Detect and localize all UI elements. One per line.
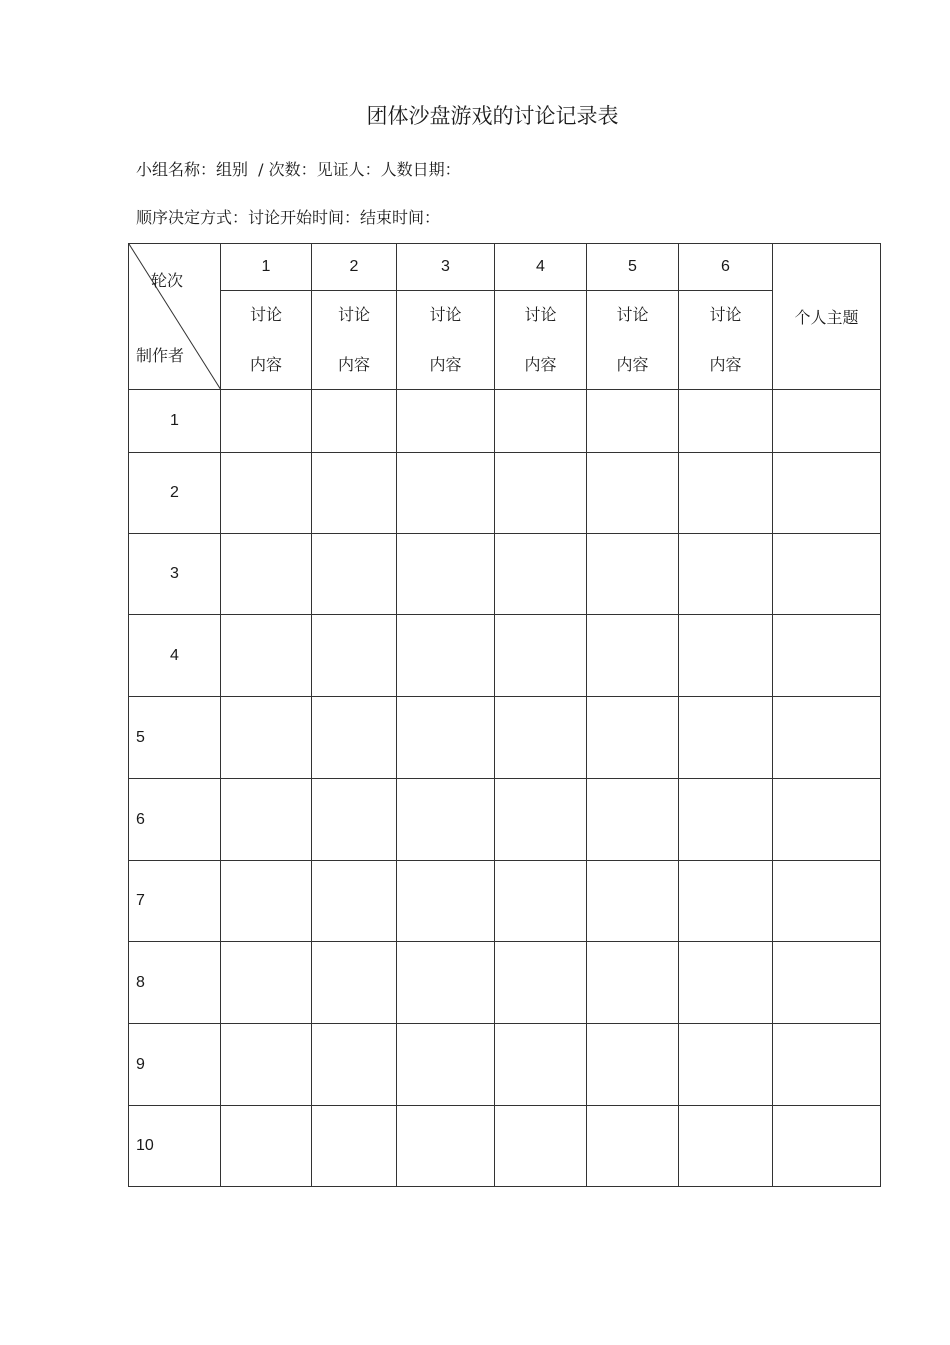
content-label-line2: 内容	[249, 355, 282, 374]
table-cell	[773, 861, 881, 942]
table-cell	[312, 942, 397, 1024]
table-cell	[495, 861, 587, 942]
content-header-5	[587, 291, 679, 390]
table-cell	[221, 1106, 312, 1187]
table-cell	[312, 534, 397, 615]
content-label-line1: 讨论	[524, 305, 557, 324]
table-cell	[679, 697, 773, 779]
table-cell	[221, 453, 312, 534]
personal-theme-header: 个人主题	[773, 244, 881, 390]
table-cell	[679, 861, 773, 942]
table-cell	[312, 697, 397, 779]
table-cell	[495, 1106, 587, 1187]
content-header-1	[221, 291, 312, 390]
table-cell	[773, 534, 881, 615]
row-label-6: 6	[129, 779, 221, 861]
row-label-4: 4	[129, 615, 221, 697]
table-cell	[587, 453, 679, 534]
corner-label-maker: 制作者	[136, 346, 185, 365]
table-cell	[312, 453, 397, 534]
table-cell	[221, 1024, 312, 1106]
table-cell	[587, 1106, 679, 1187]
table-cell	[312, 861, 397, 942]
round-header-4: 4	[495, 244, 587, 291]
table-cell	[495, 779, 587, 861]
table-row	[129, 697, 881, 779]
table-cell	[773, 697, 881, 779]
content-header-3	[397, 291, 495, 390]
table-cell	[495, 1024, 587, 1106]
table-cell	[397, 534, 495, 615]
table-cell	[397, 697, 495, 779]
table-cell	[312, 1024, 397, 1106]
row-label-2: 2	[129, 453, 221, 534]
table-cell	[773, 615, 881, 697]
row-label-5: 5	[129, 697, 221, 779]
row-label-3: 3	[129, 534, 221, 615]
table-cell	[221, 534, 312, 615]
table-row	[129, 1024, 881, 1106]
content-label-line2: 内容	[429, 355, 462, 374]
table-cell	[679, 1106, 773, 1187]
round-header-5: 5	[587, 244, 679, 291]
content-label-line1: 讨论	[249, 305, 282, 324]
row-label-10: 10	[129, 1106, 221, 1187]
diagonal-line	[129, 244, 221, 390]
table-cell	[773, 942, 881, 1024]
table-cell	[397, 861, 495, 942]
content-label-line2: 内容	[337, 355, 370, 374]
table-cell	[587, 1024, 679, 1106]
table-row	[129, 1106, 881, 1187]
content-header-4	[495, 291, 587, 390]
content-label-line1: 讨论	[709, 305, 742, 324]
table-cell	[587, 861, 679, 942]
content-label-line2: 内容	[616, 355, 649, 374]
discussion-record-table	[128, 243, 881, 1187]
table-cell	[397, 1106, 495, 1187]
table-cell	[221, 697, 312, 779]
row-label-1: 1	[129, 390, 221, 453]
table-cell	[221, 615, 312, 697]
table-cell	[221, 390, 312, 453]
content-label-line1: 讨论	[429, 305, 462, 324]
round-header-1: 1	[221, 244, 312, 291]
table-cell	[397, 390, 495, 453]
table-cell	[221, 779, 312, 861]
row-label-7: 7	[129, 861, 221, 942]
table-cell	[587, 615, 679, 697]
content-label-line2: 内容	[524, 355, 557, 374]
table-cell	[397, 615, 495, 697]
document-title: 团体沙盘游戏的讨论记录表	[366, 104, 619, 128]
table-cell	[495, 942, 587, 1024]
table-cell	[495, 615, 587, 697]
table-cell	[495, 697, 587, 779]
table-cell	[221, 942, 312, 1024]
table-row	[129, 534, 881, 615]
table-cell	[397, 453, 495, 534]
table-cell	[397, 942, 495, 1024]
table-cell	[221, 861, 312, 942]
table-cell	[679, 942, 773, 1024]
table-row	[129, 942, 881, 1024]
content-header-6	[679, 291, 773, 390]
content-label-line1: 讨论	[616, 305, 649, 324]
table-cell	[495, 453, 587, 534]
round-header-3: 3	[397, 244, 495, 291]
table-cell	[312, 1106, 397, 1187]
table-cell	[679, 453, 773, 534]
content-label-line1: 讨论	[337, 305, 370, 324]
table-cell	[495, 534, 587, 615]
table-cell	[312, 615, 397, 697]
table-cell	[495, 390, 587, 453]
content-label-line2: 内容	[709, 355, 742, 374]
table-cell	[397, 1024, 495, 1106]
table-cell	[773, 390, 881, 453]
header-row-content	[129, 291, 881, 390]
table-cell	[312, 390, 397, 453]
corner-label-rounds: 轮次	[151, 271, 184, 290]
table-cell	[587, 942, 679, 1024]
table-row	[129, 779, 881, 861]
table-cell	[397, 779, 495, 861]
row-label-8: 8	[129, 942, 221, 1024]
table-cell	[773, 779, 881, 861]
table-cell	[587, 390, 679, 453]
table-cell	[679, 779, 773, 861]
table-cell	[773, 453, 881, 534]
table-row	[129, 861, 881, 942]
table-cell	[312, 779, 397, 861]
meta-line-timing: 顺序决定方式：讨论开始时间：结束时间：	[136, 208, 441, 227]
content-header-2	[312, 291, 397, 390]
meta-line-group-info: 小组名称：组别 / 次数：见证人：人数日期：	[136, 160, 461, 179]
table-cell	[679, 615, 773, 697]
round-header-2: 2	[312, 244, 397, 291]
table-cell	[587, 697, 679, 779]
table-cell	[679, 390, 773, 453]
table-row	[129, 390, 881, 453]
table-cell	[587, 779, 679, 861]
table-cell	[679, 534, 773, 615]
table-cell	[773, 1024, 881, 1106]
row-label-9: 9	[129, 1024, 221, 1106]
table-cell	[587, 534, 679, 615]
corner-diagonal-cell	[129, 244, 221, 390]
round-header-6: 6	[679, 244, 773, 291]
header-row-rounds	[129, 244, 881, 291]
table-row	[129, 453, 881, 534]
table-cell	[679, 1024, 773, 1106]
table-cell	[773, 1106, 881, 1187]
table-row	[129, 615, 881, 697]
